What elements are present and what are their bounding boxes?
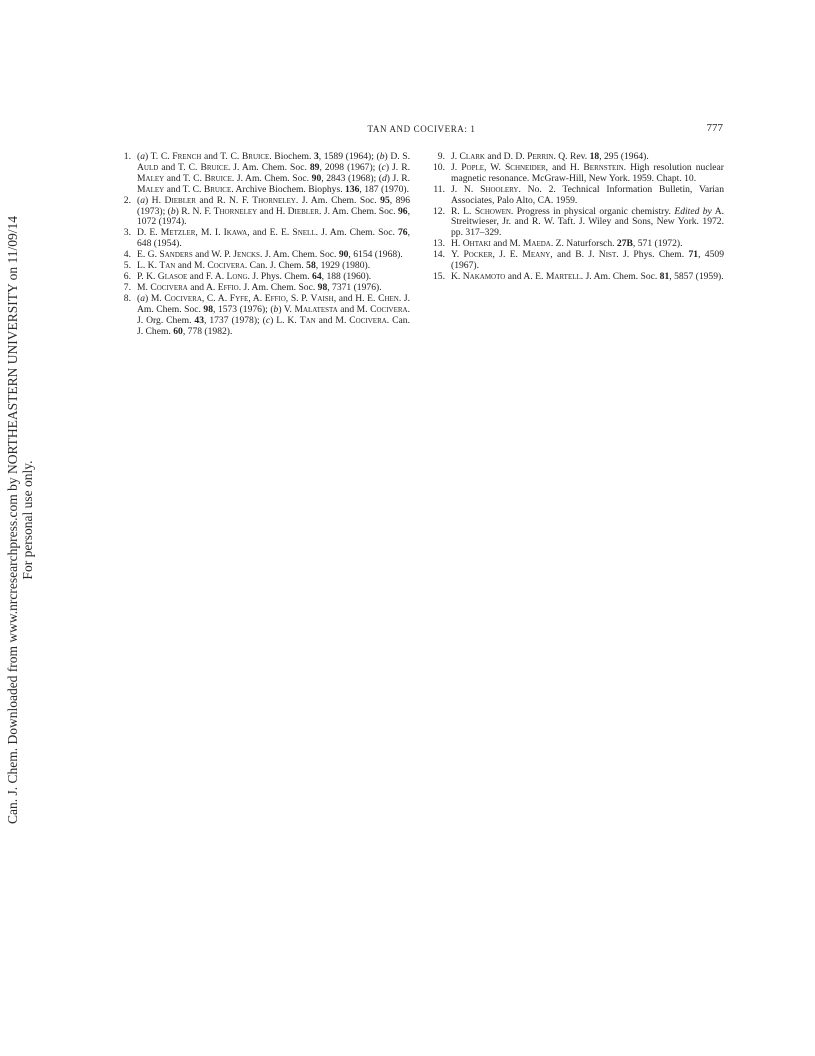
reference-text-segment: and T. C.	[201, 151, 242, 162]
reference-text-segment: 27B	[616, 238, 633, 250]
reference-text-segment: and A. E.	[505, 270, 546, 282]
reference-column-right	[431, 152, 724, 337]
reference-text-segment: ) R. N. F.	[175, 205, 214, 217]
reference-number: 13.	[433, 238, 445, 250]
reference-text-segment: A. Streitwieser, Jr. and R. W. Taft. J. Wiley and Sons, New York. 1972. pp. 317–329.	[451, 205, 725, 239]
reference-number: 10.	[433, 161, 445, 173]
reference-text-segment: . Archive Biochem. Biophys.	[231, 183, 346, 195]
reference-text-segment: and M.	[490, 238, 523, 250]
reference-text-segment: 3	[313, 151, 319, 162]
reference-text	[137, 196, 410, 229]
reference-text-segment: . Can. J. Chem.	[137, 314, 410, 337]
reference-text-segment: 136	[345, 183, 360, 195]
reference-text-segment: Clark	[459, 151, 485, 162]
reference-text-segment: . J. Am. Chem. Soc.	[227, 161, 310, 173]
reference-text-segment: . High resolution nuclear magnetic resonance. McGraw-Hill, New York. 1959. Chapt. 10.	[451, 161, 724, 184]
reference-entry	[117, 228, 410, 250]
reference-text-segment: ) D. S.	[384, 151, 411, 162]
reference-text-segment: Sanders	[159, 249, 193, 261]
reference-text-segment: Glasoe	[157, 270, 188, 282]
reference-text-segment: R. L.	[451, 205, 475, 217]
reference-text-segment: 89	[309, 161, 320, 173]
reference-text-segment: , and H.	[545, 161, 584, 173]
reference-text	[137, 152, 410, 196]
reference-text-segment: , 187 (1970).	[359, 183, 409, 195]
reference-text-segment: , 571 (1972).	[632, 238, 683, 250]
reference-text-segment: and F. A.	[187, 270, 227, 282]
reference-text-segment: d	[381, 172, 387, 184]
reference-text-segment: Cocivera	[370, 303, 408, 315]
reference-text-segment: 95	[380, 194, 390, 206]
reference-text-segment: . J. Am. Chem. Soc.	[137, 292, 411, 315]
reference-text-segment: Fyfe	[229, 292, 249, 304]
reference-text-segment: , and B. J.	[550, 249, 599, 261]
reference-text-segment: Chen	[378, 292, 399, 304]
reference-entry	[431, 272, 724, 283]
reference-text-segment: b	[170, 205, 176, 217]
reference-entry	[117, 294, 410, 338]
reference-text-segment: Thorneley	[252, 194, 296, 206]
reference-text-segment: Edited by	[674, 205, 712, 217]
reference-number: 4.	[123, 249, 131, 261]
reference-text-segment: ) L. K.	[270, 314, 300, 326]
reference-text-segment: Vaish	[310, 292, 334, 304]
reference-text-segment: Ohtaki	[462, 238, 491, 250]
reference-text-segment: , W.	[484, 161, 505, 173]
reference-text-segment: P. K.	[137, 270, 158, 282]
reference-text	[451, 163, 724, 185]
reference-text-segment: . Biochem.	[269, 151, 314, 162]
reference-text-segment: , 295 (1964).	[599, 151, 649, 162]
reference-text-segment: 71	[688, 249, 699, 261]
reference-text-segment: Metzler	[160, 227, 196, 239]
reference-entry	[431, 163, 724, 185]
reference-text-segment: ) M.	[145, 292, 165, 304]
reference-text-segment: Snell	[292, 227, 316, 239]
reference-text-segment: Pople	[461, 161, 485, 173]
reference-text-segment: Effio	[264, 292, 286, 304]
reference-text	[451, 250, 724, 272]
reference-text-segment: , M. I.	[195, 227, 224, 239]
reference-text-segment: . Z. Naturforsch.	[550, 238, 617, 250]
reference-number: 11.	[433, 183, 445, 195]
reference-text-segment: . J. Am. Chem. Soc.	[319, 205, 398, 217]
reference-column-left	[117, 152, 410, 337]
running-title: TAN AND COCIVERA: 1	[367, 124, 476, 134]
reference-text-segment: Maley	[137, 172, 165, 184]
reference-text-segment: K.	[451, 270, 463, 282]
reference-text-segment: (	[137, 194, 141, 206]
reference-text-segment: 76	[397, 227, 408, 239]
reference-text-segment: . No. 2. Technical Information Bulletin, Varian Associates, Palo Alto, CA. 1959.	[451, 183, 724, 206]
reference-entry	[117, 196, 410, 229]
reference-text-segment: Bruice	[200, 161, 228, 173]
reference-text-segment: Ikawa	[223, 227, 248, 239]
reference-text-segment: 60	[173, 325, 183, 337]
reference-text-segment: Auld	[137, 161, 159, 173]
reference-text-segment: , and H. E.	[333, 292, 379, 304]
reference-number: 7.	[123, 281, 131, 293]
reference-text-segment: 43	[194, 314, 204, 326]
reference-text-segment: Perrin	[527, 151, 554, 162]
reference-number: 1.	[123, 151, 131, 162]
reference-text-segment: Bernstein	[583, 161, 624, 173]
reference-text-segment: Meany	[522, 249, 551, 261]
reference-text-segment: , C. A.	[201, 292, 230, 304]
reference-text-segment: (	[137, 151, 141, 162]
reference-text	[137, 294, 410, 338]
reference-text-segment: a	[140, 292, 145, 304]
reference-number: 2.	[123, 194, 131, 206]
reference-text-segment: Tan	[299, 314, 316, 326]
reference-text-segment: Malatesta	[294, 303, 338, 315]
reference-text	[451, 272, 724, 283]
reference-text-segment: and M.	[337, 303, 371, 315]
reference-number: 12.	[433, 205, 445, 217]
reference-text-segment: and M.	[315, 314, 350, 326]
reference-text-segment: and A.	[187, 281, 218, 293]
reference-text-segment: (	[137, 292, 141, 304]
reference-number: 15.	[433, 270, 445, 282]
reference-text-segment: French	[172, 151, 202, 162]
reference-text-segment: , 1589 (1964); (	[318, 151, 380, 162]
reference-text-segment: b	[379, 151, 385, 162]
reference-text-segment: Cocivera	[207, 260, 245, 272]
reference-text-segment: and R. N. F.	[195, 194, 253, 206]
watermark-line-1: Can. J. Chem. Downloaded from www.nrcresearchpress.com by NORTHEASTERN UNIVERSITY on 11/09/14	[5, 215, 20, 825]
page-number: 777	[706, 122, 723, 134]
reference-text-segment: . J. Org. Chem.	[137, 303, 410, 326]
reference-list	[117, 152, 724, 337]
reference-text-segment: , 1072 (1974).	[137, 205, 410, 228]
reference-text-segment: Schowen	[474, 205, 511, 217]
reference-text-segment: J. N.	[451, 183, 481, 195]
reference-text-segment: 90	[338, 249, 349, 261]
reference-entry	[431, 250, 724, 272]
reference-text-segment: D. E.	[137, 227, 161, 239]
reference-text-segment: ) J. R.	[385, 161, 410, 173]
reference-text-segment: , A.	[248, 292, 265, 304]
reference-text	[451, 207, 724, 240]
reference-text-segment: J.	[451, 161, 462, 173]
reference-text-segment: . J. Am. Chem. Soc.	[238, 281, 318, 293]
reference-text-segment: and T. C.	[164, 172, 205, 184]
reference-entry	[431, 185, 724, 207]
reference-text-segment: E. G.	[137, 249, 160, 261]
reference-number: 3.	[123, 227, 131, 239]
reference-text-segment: , 6154 (1968).	[348, 249, 403, 261]
reference-text-segment: J.	[451, 151, 460, 162]
reference-text-segment: 58	[306, 260, 316, 272]
reference-text-segment: 98	[203, 303, 213, 315]
reference-text-segment: 96	[398, 205, 408, 217]
reference-text-segment: and T. C.	[164, 183, 204, 195]
reference-text-segment: , S. P.	[285, 292, 311, 304]
reference-text-segment: ) H.	[145, 194, 165, 206]
reference-text-segment: 98	[317, 281, 328, 293]
reference-text-segment: , and E. E.	[247, 227, 293, 239]
reference-text-segment: Shoolery	[480, 183, 519, 195]
reference-number: 8.	[123, 292, 131, 304]
reference-text-segment: , 896 (1973); (	[137, 194, 411, 217]
reference-text-segment: , 1573 (1976); (	[213, 303, 274, 315]
reference-text-segment: c	[265, 314, 271, 326]
reference-text-segment: b	[273, 303, 279, 315]
reference-text-segment: L. K.	[137, 260, 160, 272]
reference-text-segment: Y.	[451, 249, 464, 261]
reference-text-segment: 18	[589, 151, 600, 162]
reference-text-segment: Diebler	[287, 205, 320, 217]
reference-text-segment: . J. Am. Chem. Soc.	[315, 227, 398, 239]
watermark-line-2: For personal use only.	[20, 460, 35, 580]
reference-text-segment: Cocivera	[349, 314, 387, 326]
reference-text-segment: ) V.	[278, 303, 295, 315]
reference-text-segment: , 1929 (1980).	[315, 260, 371, 272]
reference-text-segment: ) T. C.	[145, 151, 173, 162]
reference-text-segment: Martell	[545, 270, 581, 282]
reference-text-segment: Thorneley	[213, 205, 258, 217]
reference-text-segment: , 7371 (1976).	[327, 281, 382, 293]
reference-text-segment: . Progress in physical organic chemistry.	[510, 205, 675, 217]
reference-text-segment: 81	[659, 270, 670, 282]
reference-text	[137, 228, 410, 250]
reference-text-segment: Maley	[137, 183, 165, 195]
reference-text-segment: . J. Am. Chem. Soc.	[231, 172, 312, 184]
reference-text-segment: a	[140, 151, 145, 162]
reference-text-segment: . J. Am. Chem. Soc.	[259, 249, 339, 261]
reference-text-segment: . Q. Rev.	[553, 151, 590, 162]
reference-text-segment: Bruice	[204, 172, 232, 184]
reference-text-segment: . J. Phys. Chem.	[616, 249, 689, 261]
reference-text-segment: Pocker	[463, 249, 493, 261]
reference-text-segment: Cocivera	[164, 292, 202, 304]
reference-text-segment: Nist	[598, 249, 617, 261]
reference-text-segment: and T. C.	[158, 161, 201, 173]
reference-text-segment: Cocivera	[150, 281, 188, 293]
reference-text-segment: and M.	[175, 260, 208, 272]
reference-text-segment: . J. Am. Chem. Soc.	[295, 194, 381, 206]
reference-text-segment: , 2098 (1967); (	[319, 161, 382, 173]
reference-text-segment: Tan	[159, 260, 176, 272]
download-watermark	[0, 0, 40, 1056]
reference-number: 14.	[433, 249, 445, 261]
reference-text-segment: Jencks	[233, 249, 260, 261]
reference-number: 9.	[437, 151, 445, 162]
reference-text-segment: ) J. R.	[386, 172, 411, 184]
reference-text-segment: , 188 (1960).	[321, 270, 372, 282]
reference-text-segment: , 1737 (1978); (	[204, 314, 266, 326]
reference-text-segment: , 5857 (1959).	[669, 270, 724, 282]
reference-text-segment: 64	[312, 270, 322, 282]
reference-entry	[117, 152, 410, 196]
reference-text-segment: . J. Phys. Chem.	[247, 270, 313, 282]
reference-text-segment: , 2843 (1968); (	[321, 172, 382, 184]
reference-text-segment: Bruice	[241, 151, 270, 162]
reference-text-segment: and W. P.	[192, 249, 234, 261]
reference-text-segment: . Can. J. Chem.	[244, 260, 307, 272]
reference-text-segment: . J. Am. Chem. Soc.	[580, 270, 660, 282]
reference-text-segment: 90	[311, 172, 322, 184]
reference-text-segment: , J. E.	[492, 249, 523, 261]
reference-text-segment: Long	[226, 270, 248, 282]
reference-text-segment: c	[381, 161, 386, 173]
reference-text-segment: and H.	[257, 205, 288, 217]
reference-text-segment: Maeda	[522, 238, 551, 250]
running-head	[120, 124, 723, 138]
reference-text	[451, 185, 724, 207]
reference-number: 6.	[123, 270, 131, 282]
reference-text-segment: Schneider	[504, 161, 546, 173]
reference-entry	[431, 207, 724, 240]
reference-text-segment: Effio	[217, 281, 239, 293]
reference-text-segment: M.	[137, 281, 151, 293]
reference-text-segment: Nakamoto	[462, 270, 506, 282]
reference-text-segment: , 778 (1982).	[182, 325, 233, 337]
reference-text-segment: H.	[451, 238, 463, 250]
reference-text-segment: , 4509 (1967).	[451, 249, 724, 272]
reference-text-segment: and D. D.	[485, 151, 528, 162]
reference-text-segment: Bruice	[203, 183, 232, 195]
reference-text-segment: Diebler	[164, 194, 196, 206]
reference-number: 5.	[123, 260, 131, 272]
reference-text-segment: a	[140, 194, 145, 206]
reference-text-segment: , 648 (1954).	[137, 227, 410, 250]
